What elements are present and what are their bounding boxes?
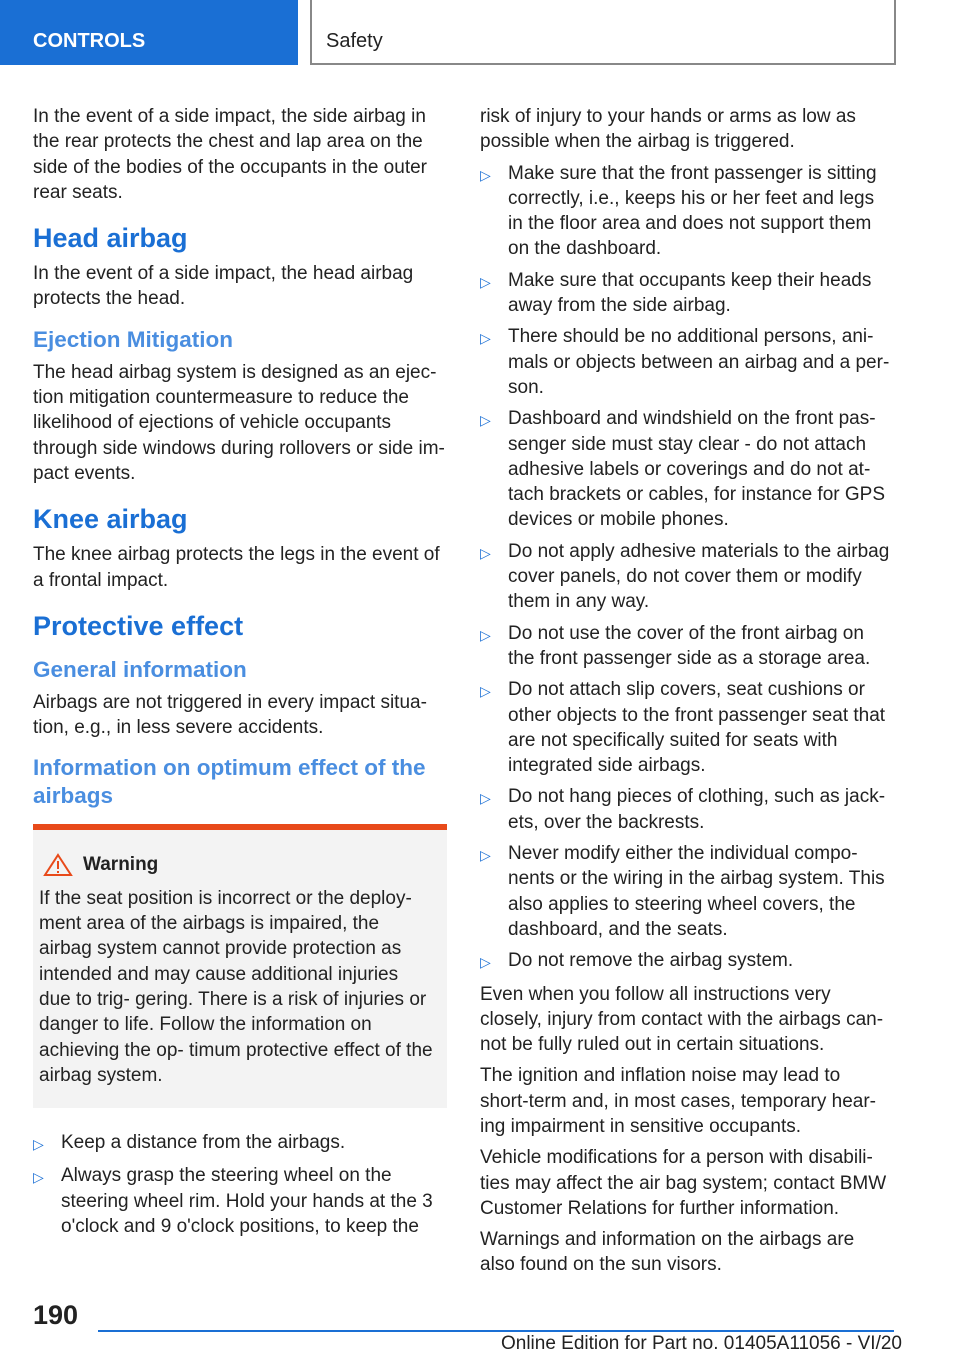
- heading-general-information: General information: [33, 656, 247, 682]
- list-item: [480, 161, 894, 262]
- paragraph: The ignition and inflation noise may lead to short-term and, in most cases, temporary hear‐ ing impairment in sensitive occupants.: [480, 1065, 876, 1137]
- list-item-text: Keep a distance from the airbags.: [61, 1132, 346, 1154]
- list-item-text: Do not hang pieces of clothing, such as jack‐ ets, over the backrests.: [508, 786, 886, 833]
- paragraph: Even when you follow all instructions very closely, injury from contact with the airbags can‐ not be fully ruled out in certain situations.: [480, 983, 884, 1056]
- heading-knee-airbag: Knee airbag: [33, 504, 188, 535]
- heading-head-airbag: Head airbag: [33, 223, 188, 254]
- warning-box: [33, 824, 447, 1108]
- list-item: [480, 539, 894, 615]
- list-item-text: Do not remove the airbag system.: [508, 950, 794, 972]
- warning-triangle-icon: [43, 853, 73, 877]
- list-item: [480, 324, 894, 400]
- list-item: [480, 677, 894, 778]
- warning-text: If the seat position is incorrect or the deploy‐ ment area of the airbags is impaired, the airbag system cannot provide protection as intended and may cause additional injuries due to trig‐ gering. There is a risk of injuries or danger to life. Follow the information on achieving the op‐ timum protective effect of the airbag system.: [39, 887, 433, 1086]
- list-item-text: Dashboard and windshield on the front pas‐ senger side must stay clear - do not attach adhesive labels or coverings and do not at‐ tach brackets or cables, for instance for GPS devices or mobile phones.: [508, 408, 886, 531]
- triangle-right-icon: ▷: [480, 412, 491, 429]
- triangle-right-icon: ▷: [480, 626, 491, 643]
- list-item: [33, 1163, 447, 1239]
- paragraph: Airbags are not triggered in every impact situa‐ tion, e.g., in less severe accidents.: [33, 691, 427, 739]
- list-item-text: Make sure that the front passenger is sitting correctly, i.e., keeps his or her feet and legs in the floor area and does not support them on the dashboard.: [508, 162, 877, 260]
- list-item-text: There should be no additional persons, ani‐ mals or objects between an airbag and a per‐ son.: [508, 326, 890, 398]
- footer-divider: [98, 1330, 894, 1332]
- list-item-text: Do not apply adhesive materials to the airbag cover panels, do not cover them or modify them in any way.: [508, 540, 890, 613]
- list-item: [480, 406, 894, 532]
- list-item: [480, 784, 894, 835]
- triangle-right-icon: ▷: [480, 330, 491, 347]
- list-item-text: Always grasp the steering wheel on the steering wheel rim. Hold your hands at the 3 o'clock and 9 o'clock positions, to keep the: [61, 1165, 433, 1238]
- triangle-right-icon: ▷: [480, 790, 491, 807]
- list-item-text: Do not use the cover of the front airbag on the front passenger side as a storage area.: [508, 622, 871, 669]
- paragraph: Warnings and information on the airbags are also found on the sun visors.: [480, 1229, 855, 1276]
- warning-header: [39, 852, 435, 877]
- section-tab: [0, 0, 298, 65]
- bullet-list: [480, 161, 894, 976]
- list-item-text: Never modify either the individual compo‐ nents or the wiring in the airbag system. This also applies to steering wheel covers, the dashboard, and the seats.: [508, 843, 885, 940]
- triangle-right-icon: ▷: [480, 847, 491, 864]
- triangle-right-icon: ▷: [33, 1136, 44, 1153]
- triangle-right-icon: ▷: [480, 954, 491, 971]
- paragraph: In the event of a side impact, the side airbag in the rear protects the chest and lap area on the side of the bodies of the occupants in the outer rear seats.: [33, 106, 427, 203]
- left-column: [33, 104, 447, 1245]
- list-item: [480, 621, 894, 672]
- list-item: [480, 948, 894, 975]
- list-item: [33, 1130, 447, 1157]
- list-item: [480, 268, 894, 319]
- triangle-right-icon: ▷: [480, 273, 491, 290]
- paragraph: Vehicle modifications for a person with disabili‐ ties may affect the air bag system; contact BMW Customer Relations for further information.: [480, 1147, 887, 1219]
- paragraph-continued: risk of injury to your hands or arms as low as possible when the airbag is triggered.: [480, 106, 856, 153]
- heading-ejection-mitigation: Ejection Mitigation: [33, 326, 233, 352]
- chapter-header: [310, 0, 896, 65]
- heading-protective-effect: Protective effect: [33, 610, 244, 641]
- paragraph: In the event of a side impact, the head airbag protects the head.: [33, 263, 414, 310]
- paragraph: The head airbag system is designed as an ejec‐ tion mitigation countermeasure to reduce the likelihood of ejections of vehicle occupants through side windows during rollovers or side im‐ pact events.: [33, 361, 445, 484]
- bullet-list: [33, 1130, 447, 1239]
- list-item-text: Do not attach slip covers, seat cushions or other objects to the front passenger seat that are not specifically suited for seats with integrated side airbags.: [508, 679, 886, 777]
- triangle-right-icon: ▷: [480, 683, 491, 700]
- list-item-text: Make sure that occupants keep their heads away from the side airbag.: [508, 269, 872, 317]
- triangle-right-icon: ▷: [33, 1169, 44, 1186]
- section-title: CONTROLS: [33, 30, 146, 52]
- page-number: 190: [33, 1300, 79, 1330]
- warning-title: Warning: [83, 854, 159, 876]
- chapter-title: Safety: [326, 30, 383, 52]
- right-column: [480, 104, 894, 1284]
- heading-optimum-effect: Information on optimum effect of the airbags: [33, 755, 426, 809]
- list-item: [480, 841, 894, 942]
- footer-text: Online Edition for Part no. 01405A11056 - VI/20: [500, 1333, 902, 1354]
- triangle-right-icon: ▷: [480, 544, 491, 561]
- paragraph: The knee airbag protects the legs in the event of a frontal impact.: [33, 544, 440, 591]
- triangle-right-icon: ▷: [480, 166, 491, 183]
